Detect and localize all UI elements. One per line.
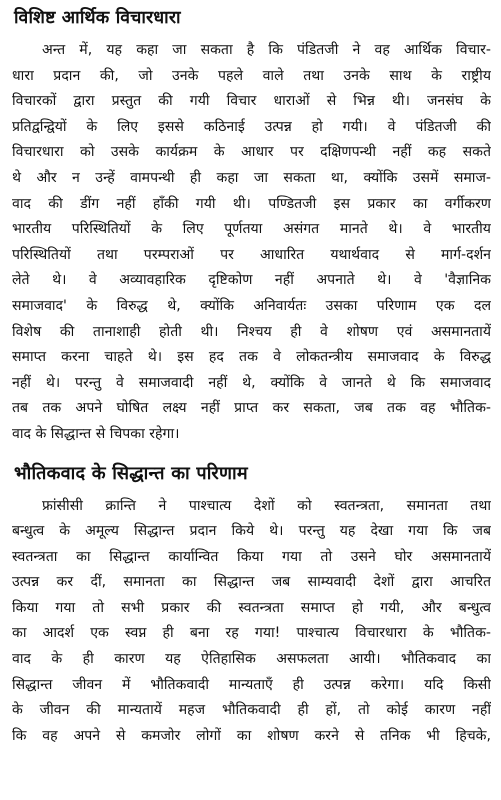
text-line: किया गया तो सभी प्रकार की स्वतन्त्रता समाप्त हो गयी, और बन्धुत्व (12, 599, 491, 616)
text-line: समाप्त करना चाहते थे। इस हद तक वे लोकतन्त्रीय समाजवाद के विरुद्ध (12, 349, 491, 366)
text-line: धारा प्रदान की, जो उनके पहले वाले तथा उनके साथ के राष्ट्रीय (12, 67, 491, 84)
text-line: सिद्धान्त जीवन में भौतिकवादी मान्यताएँ ही उत्पन्न करेगा। यदि किसी (12, 676, 491, 693)
text-line: समाजवाद' के विरुद्ध थे, क्योंकि अनिवार्यतः उसका परिणाम एक दल (12, 297, 491, 314)
text-line: अन्त में, यह कहा जा सकता है कि पंडितजी ने वह आर्थिक विचार- (42, 42, 491, 58)
text-line: बन्धुत्व के अमूल्य सिद्धान्त प्रदान किये थे। परन्तु यह देखा गया कि जब (12, 523, 491, 540)
text-line: परिस्थितियों तथा परम्पराओं पर आधारित यथार्थवाद से मार्ग-दर्शन (12, 246, 491, 263)
text-line: उत्पन्न कर दीं, समानता का सिद्धान्त जब साम्यवादी देशों द्वारा आचरित (12, 574, 491, 591)
text-line: वाद के ही कारण यह ऐतिहासिक असफलता आयी। भौतिकवाद का (12, 651, 491, 668)
section-result-of-materialism (12, 462, 491, 750)
text-line: के जीवन की मान्यतायें महज भौतिकवादी ही हों, तो कोई कारण नहीं (12, 702, 491, 719)
text-line: विचारधारा को उसके कार्यक्रम के आधार पर दक्षिणपन्थी नहीं कह सकते (12, 144, 491, 161)
paragraph (12, 38, 491, 448)
text-line: भारतीय परिस्थितियों के लिए पूर्णतया असंगत मानते थे। वे भारतीय (12, 221, 491, 238)
text-line: वाद की डींग नहीं हाँकी गयी थी। पण्डितजी इस प्रकार का वर्गीकरण (12, 195, 491, 212)
section-distinct-economic-ideology (12, 6, 491, 448)
paragraph (12, 494, 491, 750)
text-line: कि वह अपने से कमजोर लोगों का शोषण करने से तनिक भी हिचके, (12, 727, 491, 744)
text-line: विशेष की तानाशाही होती थी। निश्चय ही वे शोषण एवं असमानतायें (12, 323, 491, 340)
text-line: का आदर्श एक स्वप्न ही बना रह गया! पाश्चात्य विचारधारा के भौतिक- (12, 625, 491, 642)
section-heading: भौतिकवाद के सिद्धान्त का परिणाम (14, 462, 248, 484)
text-line: नहीं थे। परन्तु वे समाजवादी नहीं थे, क्योंकि वे जानते थे कि समाजवाद (12, 374, 491, 391)
text-line: वाद के सिद्धान्त से चिपका रहेगा। (12, 425, 180, 442)
text-line: प्रतिद्वन्द्वियों के लिए इससे कठिनाई उत्पन्न हो गयी। वे पंडितजी की (12, 118, 491, 135)
section-heading: विशिष्ट आर्थिक विचारधारा (14, 8, 181, 28)
text-line: तब तक अपने घोषित लक्ष्य नहीं प्राप्त कर सकता, जब तक वह भौतिक- (12, 400, 491, 417)
text-line: लेते थे। वे अव्यावहारिक दृष्टिकोण नहीं अपनाते थे। वे 'वैज्ञानिक (12, 272, 491, 289)
text-line: थे और न उन्हें वामपन्थी ही कहा जा सकता था, क्योंकि उसमें समाज- (12, 169, 491, 186)
text-line: फ्रांसीसी क्रान्ति ने पाश्चात्य देशों को स्वतन्त्रता, समानता तथा (42, 497, 491, 514)
text-line: स्वतन्त्रता का सिद्धान्त कार्यान्वित किया गया तो उसने घोर असमानतायें (12, 548, 491, 565)
text-line: विचारकों द्वारा प्रस्तुत की गयी विचार धाराओं से भिन्न थी। जनसंघ के (12, 93, 491, 110)
